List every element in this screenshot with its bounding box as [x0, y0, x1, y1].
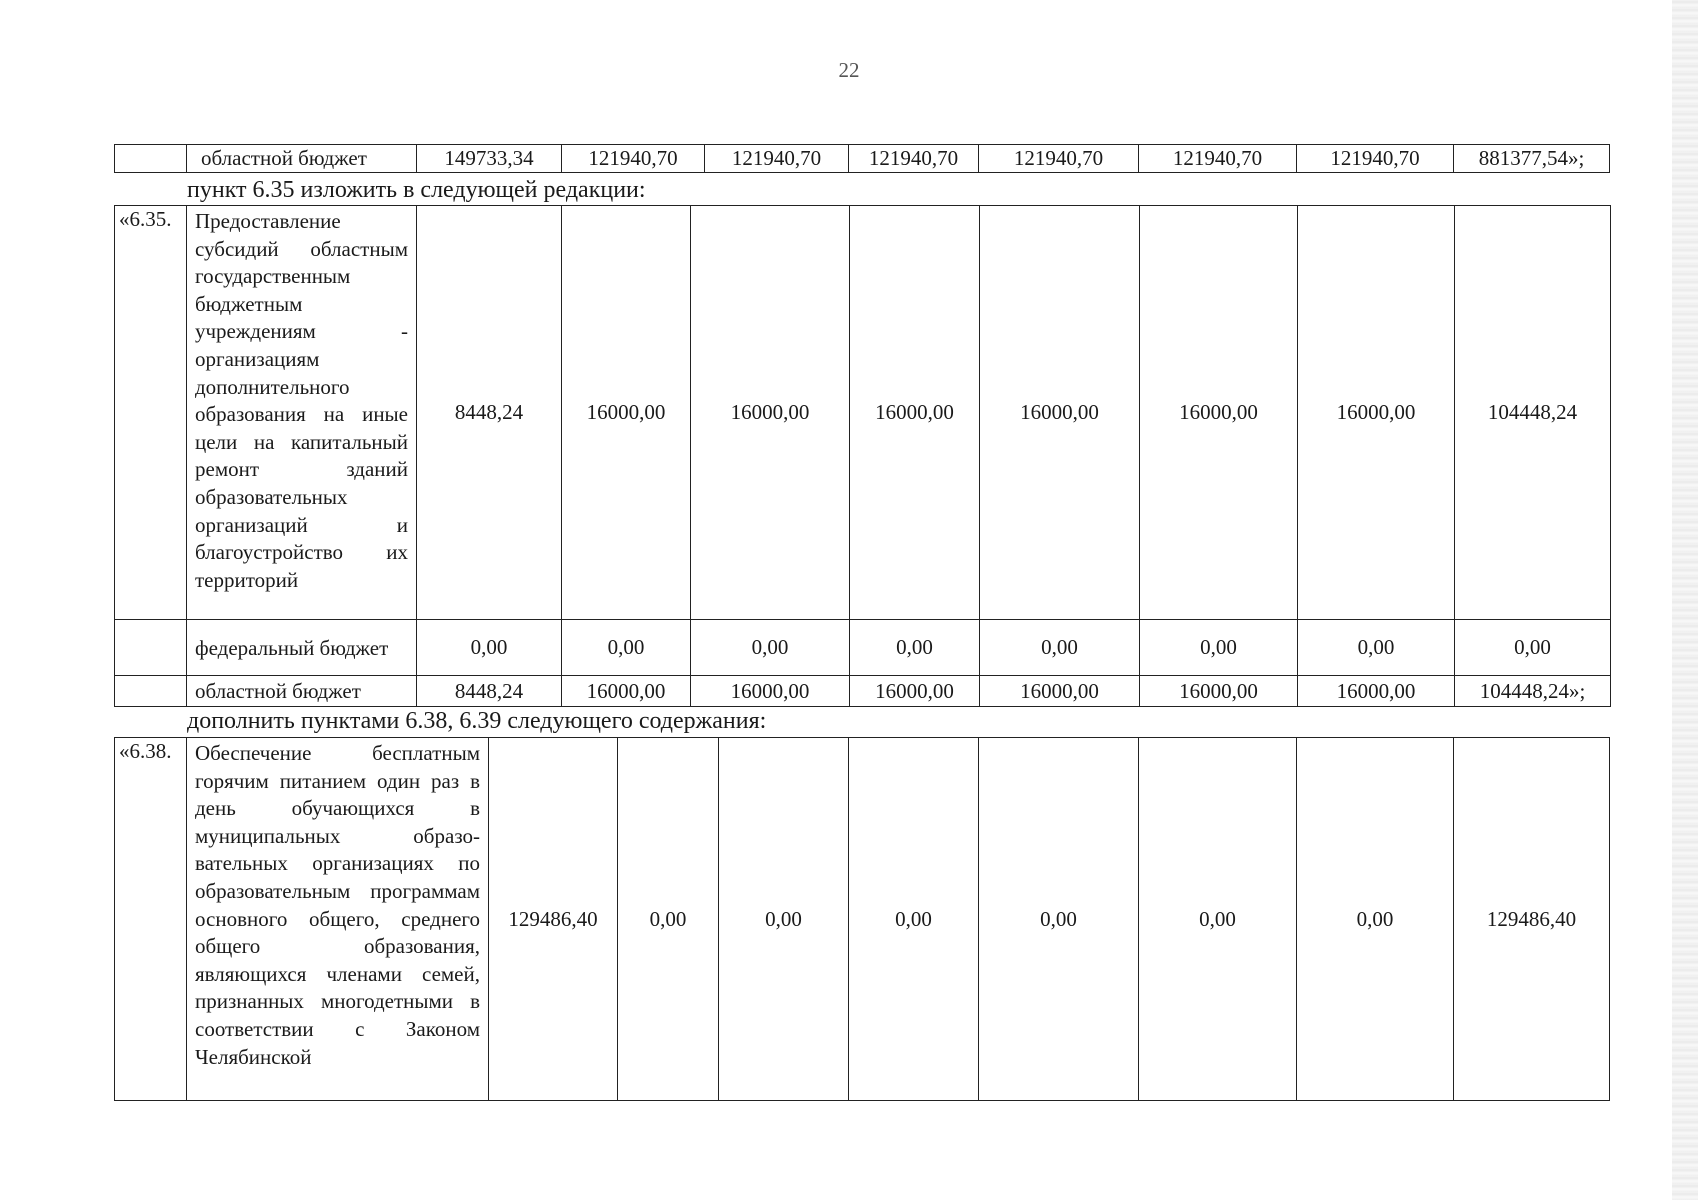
page-number: 22 [838, 58, 860, 82]
table-continuation [114, 144, 1610, 173]
value-cell: 16000,00 [980, 206, 1140, 620]
table-item-6-35 [114, 205, 1611, 707]
scan-edge-shading [1672, 0, 1698, 1200]
value-cell: 0,00 [691, 620, 850, 676]
value-cell: 104448,24 [1455, 206, 1611, 620]
value-cell: 16000,00 [850, 206, 980, 620]
value-cell: 16000,00 [1140, 206, 1298, 620]
value-cell: 0,00 [850, 620, 980, 676]
value-cell: 129486,40 [489, 738, 618, 1101]
item-number-cell [115, 145, 187, 173]
table-row [115, 676, 1611, 707]
value-cell: 0,00 [980, 620, 1140, 676]
value-cell: 121940,70 [1297, 145, 1454, 173]
value-cell: 149733,34 [417, 145, 562, 173]
value-cell: 16000,00 [562, 206, 691, 620]
value-cell: 16000,00 [980, 676, 1140, 707]
table-row [115, 145, 1610, 173]
value-cell: 121940,70 [1139, 145, 1297, 173]
value-cell: 121940,70 [705, 145, 849, 173]
value-cell: 104448,24»; [1455, 676, 1611, 707]
table-row [115, 620, 1611, 676]
item-description: Обеспечение бесплатным горячим питанием один раз в день обучающихся в муниципальных образовательных организациях по образовательным программам основного общего, среднего общего образования, являющихся членами семей, признанных многодетными в соответствии с Законом Челябинской [187, 738, 489, 1101]
value-cell: 0,00 [562, 620, 691, 676]
value-cell: 0,00 [1455, 620, 1611, 676]
item-number: «6.38. [115, 738, 187, 1101]
value-cell: 121940,70 [979, 145, 1139, 173]
item-number: «6.35. [115, 206, 187, 620]
value-cell: 16000,00 [1298, 206, 1455, 620]
value-cell: 881377,54»; [1454, 145, 1610, 173]
row-label: федеральный бюджет [187, 620, 417, 676]
value-cell: 16000,00 [691, 676, 850, 707]
instruction-text: пункт 6.35 изложить в следующей редакции: [187, 177, 646, 203]
value-cell: 0,00 [979, 738, 1139, 1101]
value-cell: 0,00 [719, 738, 849, 1101]
instruction-text: дополнить пунктами 6.38, 6.39 следующего содержания: [187, 708, 767, 734]
item-description: Предоставление субсидий областным государственным бюджетным учреждениям - организациям дополнительного образования на иные цели на капитальный ремонт зданий образовательных организаций и благоустройство их территорий [187, 206, 417, 620]
value-cell: 16000,00 [1298, 676, 1455, 707]
value-cell: 8448,24 [417, 206, 562, 620]
value-cell: 121940,70 [849, 145, 979, 173]
table-row [115, 206, 1611, 620]
value-cell: 121940,70 [562, 145, 705, 173]
value-cell: 16000,00 [850, 676, 980, 707]
value-cell: 16000,00 [1140, 676, 1298, 707]
value-cell: 0,00 [1297, 738, 1454, 1101]
item-number-cell [115, 676, 187, 707]
value-cell: 0,00 [618, 738, 719, 1101]
value-cell: 8448,24 [417, 676, 562, 707]
table-item-6-38 [114, 737, 1610, 1101]
value-cell: 0,00 [1140, 620, 1298, 676]
item-number-cell [115, 620, 187, 676]
value-cell: 16000,00 [562, 676, 691, 707]
value-cell: 0,00 [1298, 620, 1455, 676]
value-cell: 16000,00 [691, 206, 850, 620]
row-label: областной бюджет [187, 676, 417, 707]
value-cell: 0,00 [849, 738, 979, 1101]
value-cell: 129486,40 [1454, 738, 1610, 1101]
table-row [115, 738, 1610, 1101]
value-cell: 0,00 [1139, 738, 1297, 1101]
value-cell: 0,00 [417, 620, 562, 676]
row-label: областной бюджет [187, 145, 417, 173]
